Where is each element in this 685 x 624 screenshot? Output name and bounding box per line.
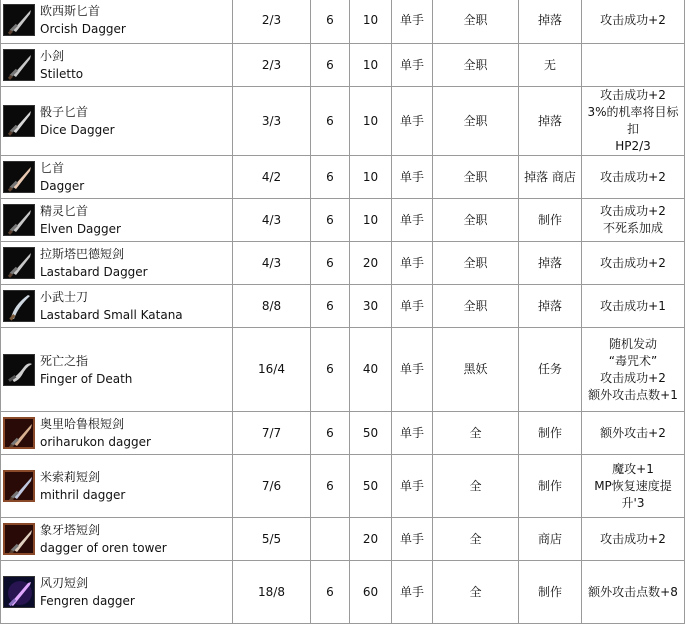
table-row [1, 44, 685, 87]
damage-cell: 3/3 [233, 87, 311, 156]
table-row [1, 0, 685, 44]
effect-line: 3%的机率将目标扣 [587, 105, 679, 136]
item-name-en: mithril dagger [40, 488, 126, 502]
effect-line: 不死系加成 [602, 221, 663, 235]
class-cell: 全职 [433, 44, 519, 87]
table-row [1, 328, 685, 412]
item-name-en: Elven Dagger [40, 222, 121, 236]
damage-cell: 2/3 [233, 0, 311, 44]
value-cell-2: 40 [350, 328, 392, 412]
effect-line: 攻击成功+2 [600, 370, 666, 385]
dagger-icon [3, 470, 35, 502]
hand-cell: 单手 [392, 518, 433, 561]
effect-line: 攻击成功+1 [600, 298, 666, 313]
effect-line: MP恢复速度提升'3 [594, 478, 672, 510]
hand-cell: 单手 [392, 328, 433, 412]
value-cell-1: 6 [311, 44, 350, 87]
hand-cell: 单手 [392, 44, 433, 87]
effect-line: 额外攻击+2 [600, 425, 666, 440]
item-cell [1, 242, 233, 285]
item-name-cn: 奥里哈鲁根短剑 [40, 417, 125, 431]
class-cell: 全 [433, 455, 519, 518]
source-cell: 掉落 [519, 87, 582, 156]
item-name-cn: 拉斯塔巴德短剑 [40, 247, 125, 261]
item-name-en: Lastabard Dagger [40, 265, 148, 279]
value-cell-2: 10 [350, 156, 392, 199]
damage-cell: 16/4 [233, 328, 311, 412]
damage-cell: 2/3 [233, 44, 311, 87]
value-cell-2: 50 [350, 455, 392, 518]
glowing-dagger-icon [3, 576, 35, 608]
item-cell [1, 518, 233, 561]
class-cell: 全职 [433, 285, 519, 328]
table-body [1, 0, 685, 624]
effect-line: 额外攻击点数+1 [588, 387, 678, 402]
item-name-en: Orcish Dagger [40, 22, 126, 36]
value-cell-1: 6 [311, 242, 350, 285]
source-cell: 商店 [519, 518, 582, 561]
hand-cell: 单手 [392, 242, 433, 285]
class-cell: 黑妖 [433, 328, 519, 412]
effect-cell [582, 156, 685, 199]
table-row [1, 518, 685, 561]
item-name-en: dagger of oren tower [40, 541, 167, 555]
effect-line: 攻击成功+2 [600, 531, 666, 546]
effect-line: 随机发动 [608, 336, 657, 351]
item-name-en: Dagger [40, 179, 85, 193]
value-cell-2: 10 [350, 0, 392, 44]
hand-cell: 单手 [392, 561, 433, 624]
value-cell-1: 6 [311, 455, 350, 518]
item-name-en: Lastabard Small Katana [40, 308, 183, 322]
item-cell [1, 455, 233, 518]
dagger-icon [3, 49, 35, 81]
item-name-cn: 匕首 [40, 161, 65, 175]
dagger-icon [3, 105, 35, 137]
effect-cell [582, 285, 685, 328]
item-cell [1, 44, 233, 87]
class-cell: 全 [433, 412, 519, 455]
effect-cell [582, 518, 685, 561]
effect-cell [582, 412, 685, 455]
effect-line: 攻击成功+2 [600, 204, 666, 218]
effect-line: 攻击成功+2 [600, 12, 666, 27]
hand-cell: 单手 [392, 199, 433, 242]
hand-cell: 单手 [392, 412, 433, 455]
item-name-en: Fengren dagger [40, 594, 135, 608]
value-cell-2: 10 [350, 87, 392, 156]
value-cell-2: 10 [350, 199, 392, 242]
damage-cell: 7/7 [233, 412, 311, 455]
damage-cell: 5/5 [233, 518, 311, 561]
item-name-cn: 精灵匕首 [40, 204, 89, 218]
damage-cell: 4/3 [233, 242, 311, 285]
item-name-en: Finger of Death [40, 371, 133, 386]
value-cell-2: 20 [350, 518, 392, 561]
class-cell: 全 [433, 518, 519, 561]
class-cell: 全职 [433, 199, 519, 242]
effect-line: 攻击成功+2 [600, 255, 666, 270]
damage-cell: 4/2 [233, 156, 311, 199]
class-cell: 全 [433, 561, 519, 624]
damage-cell: 8/8 [233, 285, 311, 328]
source-cell: 制作 [519, 455, 582, 518]
value-cell-2: 10 [350, 44, 392, 87]
item-name-cn: 骰子匕首 [40, 105, 89, 119]
dagger-icon [3, 247, 35, 279]
dagger-icon [3, 417, 35, 449]
table-row [1, 412, 685, 455]
effect-line: 攻击成功+2 [600, 169, 666, 184]
source-cell: 制作 [519, 561, 582, 624]
hand-cell: 单手 [392, 0, 433, 44]
dagger-icon [3, 161, 35, 193]
source-cell: 掉落 [519, 285, 582, 328]
effect-cell [582, 44, 685, 87]
effect-cell [582, 199, 685, 242]
source-cell: 掉落 商店 [519, 156, 582, 199]
dagger-icon [3, 204, 35, 236]
item-name-cn: 小剑 [40, 49, 65, 63]
table-row [1, 87, 685, 156]
effect-line: “毒咒术” [608, 353, 658, 368]
damage-cell: 7/6 [233, 455, 311, 518]
table-row [1, 561, 685, 624]
value-cell-1: 6 [311, 328, 350, 412]
item-cell [1, 156, 233, 199]
item-name-en: Stiletto [40, 67, 84, 81]
class-cell: 全职 [433, 242, 519, 285]
item-cell [1, 328, 233, 412]
curved-dagger-icon [3, 354, 35, 386]
dagger-icon [3, 4, 35, 36]
class-cell: 全职 [433, 0, 519, 44]
source-cell: 任务 [519, 328, 582, 412]
value-cell-1: 6 [311, 285, 350, 328]
item-name-cn: 米索莉短剑 [40, 470, 101, 484]
item-name-en: Dice Dagger [40, 123, 115, 137]
table-row [1, 199, 685, 242]
value-cell-1: 6 [311, 87, 350, 156]
hand-cell: 单手 [392, 156, 433, 199]
item-cell [1, 0, 233, 44]
table-row [1, 285, 685, 328]
item-cell [1, 87, 233, 156]
value-cell-1: 6 [311, 412, 350, 455]
value-cell-2: 60 [350, 561, 392, 624]
item-name-en: oriharukon dagger [40, 435, 151, 449]
katana-icon [3, 290, 35, 322]
item-cell [1, 199, 233, 242]
table-row [1, 242, 685, 285]
table-row [1, 455, 685, 518]
effect-cell [582, 328, 685, 412]
class-cell: 全职 [433, 87, 519, 156]
effect-line: 魔攻+1 [612, 461, 654, 476]
item-name-cn: 风刃短剑 [40, 576, 89, 590]
value-cell-1: 6 [311, 156, 350, 199]
dagger-icon [3, 523, 35, 555]
hand-cell: 单手 [392, 285, 433, 328]
damage-cell: 18/8 [233, 561, 311, 624]
source-cell: 制作 [519, 412, 582, 455]
effect-cell [582, 87, 685, 156]
class-cell: 全职 [433, 156, 519, 199]
hand-cell: 单手 [392, 87, 433, 156]
table-row [1, 156, 685, 199]
value-cell-1: 6 [311, 561, 350, 624]
item-cell [1, 561, 233, 624]
source-cell: 制作 [519, 199, 582, 242]
effect-cell [582, 0, 685, 44]
item-name-cn: 小武士刀 [40, 290, 89, 304]
source-cell: 无 [519, 44, 582, 87]
effect-line: 额外攻击点数+8 [588, 584, 678, 599]
effect-cell [582, 455, 685, 518]
item-name-cn: 欧西斯匕首 [40, 4, 101, 18]
value-cell-1 [311, 518, 350, 561]
effect-line: 攻击成功+2 [600, 88, 666, 102]
source-cell: 掉落 [519, 0, 582, 44]
effect-cell [582, 242, 685, 285]
value-cell-2: 50 [350, 412, 392, 455]
item-cell [1, 285, 233, 328]
item-cell [1, 412, 233, 455]
source-cell: 掉落 [519, 242, 582, 285]
value-cell-2: 20 [350, 242, 392, 285]
effect-line: HP2/3 [615, 139, 651, 153]
damage-cell: 4/3 [233, 199, 311, 242]
item-name-cn: 死亡之指 [40, 353, 89, 368]
hand-cell: 单手 [392, 455, 433, 518]
effect-cell [582, 561, 685, 624]
item-name-cn: 象牙塔短剑 [40, 523, 101, 537]
value-cell-1: 6 [311, 199, 350, 242]
value-cell-2: 30 [350, 285, 392, 328]
value-cell-1: 6 [311, 0, 350, 44]
